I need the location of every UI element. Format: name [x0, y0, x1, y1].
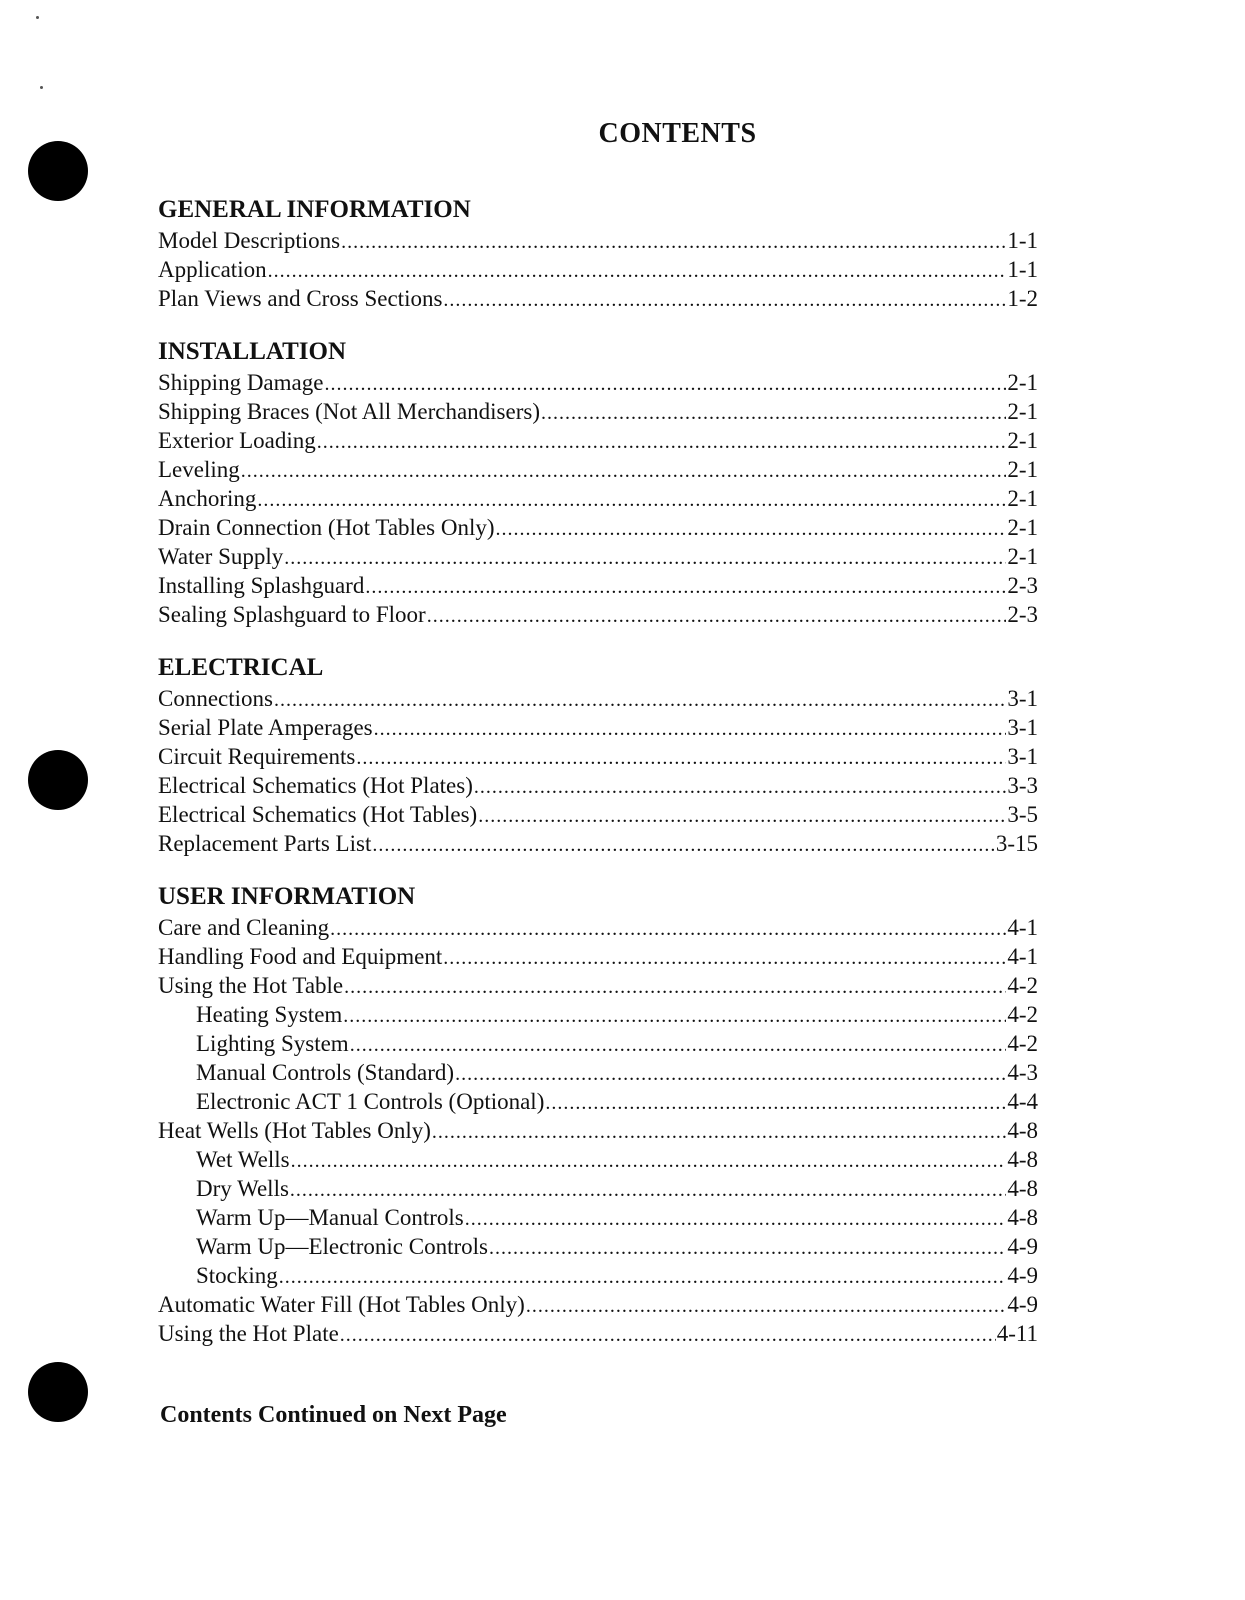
toc-entry: [158, 1116, 1038, 1145]
section-heading: INSTALLATION: [158, 338, 347, 365]
dot-leader: [365, 573, 1006, 602]
entry-page-number: 3-5: [1007, 802, 1038, 827]
dot-leader: [526, 1292, 1007, 1321]
dot-leader: [489, 1234, 1006, 1263]
toc-entry: [158, 742, 1038, 771]
dot-leader: [356, 744, 1006, 773]
toc-entry: [158, 484, 1038, 513]
toc-entry: [158, 600, 1038, 629]
entry-label: Dry Wells: [196, 1176, 289, 1201]
toc-entry: [158, 542, 1038, 571]
toc-subentry: [158, 1000, 1038, 1029]
entry-label: Circuit Requirements: [158, 744, 356, 769]
dot-leader: [291, 1147, 1007, 1176]
toc-section: [158, 335, 1038, 629]
page-title: CONTENTS: [598, 118, 757, 149]
dot-leader: [340, 1321, 996, 1350]
toc-entry: [158, 713, 1038, 742]
toc-entry: [158, 971, 1038, 1000]
entry-page-number: 1-1: [1007, 228, 1038, 253]
punch-hole-top: [28, 141, 88, 201]
dot-leader: [496, 515, 1007, 544]
dot-leader: [443, 286, 1006, 315]
entry-page-number: 4-3: [1007, 1060, 1038, 1085]
entry-label: Anchoring: [158, 486, 257, 511]
dot-leader: [241, 457, 1007, 486]
toc-entry: [158, 913, 1038, 942]
entry-label: Application: [158, 257, 267, 282]
entry-label: Care and Cleaning: [158, 915, 330, 940]
toc-entry: [158, 397, 1038, 426]
toc-subentry: [158, 1232, 1038, 1261]
entry-label: Handling Food and Equipment: [158, 944, 443, 969]
toc-entry: [158, 1319, 1038, 1348]
entry-page-number: 4-8: [1007, 1176, 1038, 1201]
entry-label: Heating System: [196, 1002, 343, 1027]
entry-label: Model Descriptions: [158, 228, 341, 253]
entry-page-number: 2-3: [1007, 602, 1038, 627]
toc-entry: [158, 226, 1038, 255]
toc-entry: [158, 942, 1038, 971]
toc-entry: [158, 571, 1038, 600]
dot-leader: [372, 831, 994, 860]
entry-label: Electronic ACT 1 Controls (Optional): [196, 1089, 545, 1114]
dot-leader: [317, 428, 1007, 457]
entry-page-number: 4-8: [1007, 1205, 1038, 1230]
entry-label: Sealing Splashguard to Floor: [158, 602, 426, 627]
entry-page-number: 2-1: [1007, 428, 1038, 453]
entry-page-number: 2-1: [1007, 544, 1038, 569]
dot-leader: [465, 1205, 1007, 1234]
entry-page-number: 3-3: [1007, 773, 1038, 798]
entry-page-number: 4-9: [1007, 1263, 1038, 1288]
toc-section: [158, 651, 1038, 858]
entry-label: Warm Up—Electronic Controls: [196, 1234, 488, 1259]
dot-leader: [545, 1089, 1006, 1118]
dot-leader: [268, 257, 1007, 286]
entry-page-number: 2-1: [1007, 457, 1038, 482]
toc-entry: [158, 1290, 1038, 1319]
entry-label: Connections: [158, 686, 273, 711]
entry-page-number: 4-1: [1007, 915, 1038, 940]
entry-label: Shipping Braces (Not All Merchandisers): [158, 399, 540, 424]
toc-entry: [158, 255, 1038, 284]
dot-leader: [290, 1176, 1006, 1205]
dot-leader: [344, 973, 1006, 1002]
entry-page-number: 2-1: [1007, 486, 1038, 511]
entry-page-number: 1-2: [1007, 286, 1038, 311]
scan-speck: [40, 86, 43, 89]
toc-entry: [158, 800, 1038, 829]
entry-page-number: 3-1: [1007, 686, 1038, 711]
dot-leader: [257, 486, 1006, 515]
entry-label: Warm Up—Manual Controls: [196, 1205, 464, 1230]
entry-page-number: 3-15: [995, 831, 1038, 856]
entry-label: Heat Wells (Hot Tables Only): [158, 1118, 431, 1143]
toc-section: [158, 193, 1038, 313]
toc-subentry: [158, 1029, 1038, 1058]
toc-entry: [158, 368, 1038, 397]
punch-hole-middle: [28, 750, 88, 810]
table-of-contents: [158, 193, 1038, 1370]
dot-leader: [541, 399, 1006, 428]
dot-leader: [443, 944, 1006, 973]
entry-label: Stocking: [196, 1263, 278, 1288]
entry-page-number: 2-1: [1007, 370, 1038, 395]
entry-page-number: 4-4: [1007, 1089, 1038, 1114]
continued-note: Contents Continued on Next Page: [160, 1402, 507, 1428]
toc-subentry: [158, 1145, 1038, 1174]
entry-label: Manual Controls (Standard): [196, 1060, 455, 1085]
section-heading: ELECTRICAL: [158, 654, 324, 681]
toc-section: [158, 880, 1038, 1348]
scan-speck: [36, 16, 39, 19]
entry-page-number: 4-1: [1007, 944, 1038, 969]
entry-label: Replacement Parts List: [158, 831, 372, 856]
entry-label: Exterior Loading: [158, 428, 316, 453]
dot-leader: [432, 1118, 1006, 1147]
entry-label: Using the Hot Table: [158, 973, 344, 998]
dot-leader: [324, 370, 1006, 399]
entry-page-number: 4-2: [1007, 1002, 1038, 1027]
dot-leader: [341, 228, 1006, 257]
dot-leader: [284, 544, 1006, 573]
toc-subentry: [158, 1058, 1038, 1087]
entry-page-number: 4-9: [1007, 1292, 1038, 1317]
entry-page-number: 4-11: [996, 1321, 1038, 1346]
entry-label: Electrical Schematics (Hot Tables): [158, 802, 478, 827]
dot-leader: [343, 1002, 1006, 1031]
section-heading: USER INFORMATION: [158, 883, 416, 910]
entry-page-number: 4-2: [1007, 1031, 1038, 1056]
entry-label: Drain Connection (Hot Tables Only): [158, 515, 495, 540]
toc-subentry: [158, 1203, 1038, 1232]
entry-label: Automatic Water Fill (Hot Tables Only): [158, 1292, 525, 1317]
entry-page-number: 4-9: [1007, 1234, 1038, 1259]
entry-page-number: 2-1: [1007, 399, 1038, 424]
dot-leader: [455, 1060, 1006, 1089]
entry-page-number: 3-1: [1007, 744, 1038, 769]
entry-label: Using the Hot Plate: [158, 1321, 339, 1346]
entry-page-number: 4-2: [1007, 973, 1038, 998]
toc-entry: [158, 513, 1038, 542]
entry-label: Lighting System: [196, 1031, 349, 1056]
toc-entry: [158, 684, 1038, 713]
dot-leader: [474, 773, 1006, 802]
dot-leader: [374, 715, 1007, 744]
entry-label: Plan Views and Cross Sections: [158, 286, 443, 311]
toc-subentry: [158, 1174, 1038, 1203]
toc-entry: [158, 829, 1038, 858]
toc-entry: [158, 771, 1038, 800]
toc-entry: [158, 426, 1038, 455]
entry-page-number: 4-8: [1007, 1118, 1038, 1143]
entry-label: Electrical Schematics (Hot Plates): [158, 773, 473, 798]
toc-subentry: [158, 1261, 1038, 1290]
entry-label: Shipping Damage: [158, 370, 324, 395]
dot-leader: [427, 602, 1007, 631]
punch-hole-bottom: [28, 1362, 88, 1422]
toc-entry: [158, 284, 1038, 313]
entry-label: Wet Wells: [196, 1147, 290, 1172]
toc-subentry: [158, 1087, 1038, 1116]
entry-page-number: 2-1: [1007, 515, 1038, 540]
entry-label: Leveling: [158, 457, 240, 482]
entry-page-number: 1-1: [1007, 257, 1038, 282]
entry-label: Water Supply: [158, 544, 284, 569]
entry-page-number: 4-8: [1007, 1147, 1038, 1172]
section-heading: GENERAL INFORMATION: [158, 196, 471, 223]
dot-leader: [330, 915, 1006, 944]
dot-leader: [279, 1263, 1007, 1292]
toc-entry: [158, 455, 1038, 484]
entry-label: Serial Plate Amperages: [158, 715, 373, 740]
entry-page-number: 3-1: [1007, 715, 1038, 740]
dot-leader: [478, 802, 1006, 831]
entry-label: Installing Splashguard: [158, 573, 365, 598]
entry-page-number: 2-3: [1007, 573, 1038, 598]
dot-leader: [350, 1031, 1007, 1060]
dot-leader: [274, 686, 1006, 715]
